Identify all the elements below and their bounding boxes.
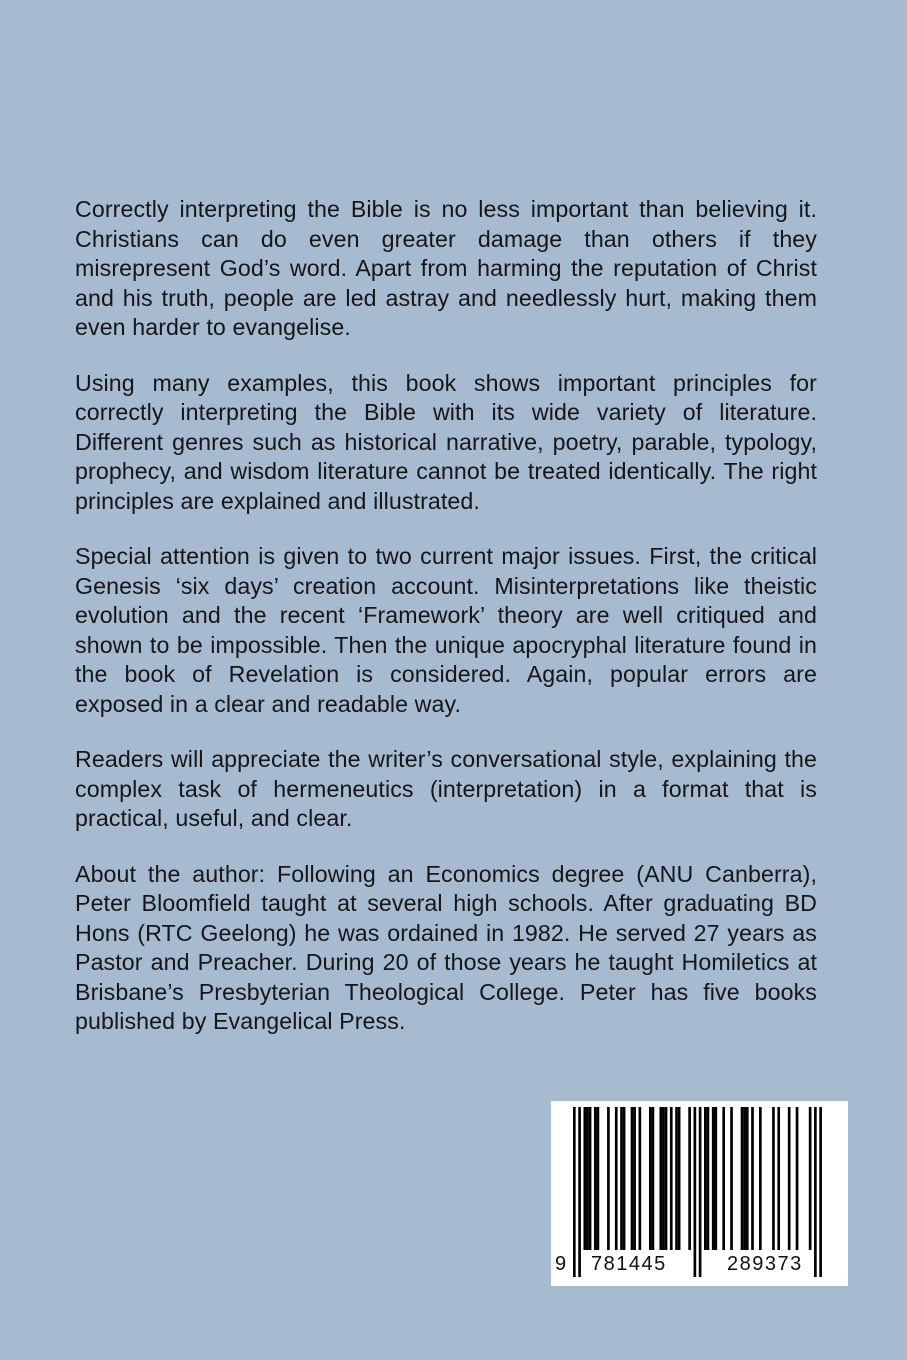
barcode-guard-bar	[814, 1107, 817, 1277]
barcode-guard-bar	[699, 1107, 702, 1277]
barcode-bar	[670, 1107, 673, 1250]
barcode-bar	[743, 1107, 746, 1250]
blurb-paragraph-3: Special attention is given to two current major issues. First, the critical Genesis ‘six days’ creation account. Misinterpretations like theistic evolution and the recent ‘Framework’ theory are well critiqued and shown to be impossible. Then the unique apocryphal literature found in the book of Revelation is considered. Again, popular errors are exposed in a clear and readable way.	[75, 543, 817, 717]
barcode-bar	[704, 1107, 707, 1250]
barcode-right-group: 289373	[727, 1253, 803, 1275]
barcode-bar	[620, 1107, 623, 1250]
barcode-bar	[707, 1107, 710, 1250]
barcode-bar	[597, 1107, 600, 1250]
barcode-bar	[652, 1107, 655, 1250]
isbn-barcode	[551, 1101, 848, 1286]
back-cover-blurb	[75, 195, 817, 1063]
barcode-bar	[583, 1107, 586, 1250]
barcode-bar	[607, 1107, 610, 1250]
blurb-paragraph-4: Readers will appreciate the writer’s conversational style, explaining the complex task of hermeneutics (interpretation) in a format that is practical, useful, and clear.	[75, 746, 817, 831]
barcode-bar	[722, 1107, 725, 1250]
barcode-bar	[589, 1107, 592, 1250]
barcode-bar	[615, 1107, 618, 1250]
barcode-bar	[759, 1107, 762, 1250]
barcode-bar	[772, 1107, 775, 1250]
barcode-bar	[586, 1107, 589, 1250]
barcode-bar	[631, 1107, 634, 1250]
barcode-bar	[746, 1107, 749, 1250]
barcode-guard-bar	[819, 1107, 822, 1277]
barcode-bar	[594, 1107, 597, 1250]
barcode-bar	[678, 1107, 681, 1250]
barcode-bar	[809, 1107, 812, 1250]
barcode-bar	[712, 1107, 715, 1250]
barcode-bar	[688, 1107, 691, 1250]
barcode-bar	[662, 1107, 665, 1250]
barcode-bar	[730, 1107, 733, 1250]
barcode-bar	[659, 1107, 662, 1250]
barcode-bar	[796, 1107, 799, 1250]
blurb-paragraph-1: Correctly interpreting the Bible is no less important than believing it. Christians can do even greater damage than others if they misrepresent God’s word. Apart from harming the reputation of Christ and his truth, people are led astray and needlessly hurt, making them even harder to evangelise.	[75, 196, 817, 340]
barcode-guard-bar	[573, 1107, 576, 1277]
author-bio-paragraph: About the author: Following an Economics degree (ANU Canberra), Peter Bloomfield taught at several high schools. After graduating BD Hons (RTC Geelong) he was ordained in 1982. He served 27 years as Pastor and Preacher. During 20 of those years he taught Homiletics at Brisbane’s Presbyterian Theological College. Peter has five books published by Evangelical Press.	[75, 860, 817, 1034]
barcode-left-group: 781445	[591, 1253, 667, 1275]
barcode-bar	[649, 1107, 652, 1250]
blurb-paragraph-2: Using many examples, this book shows important principles for correctly interpreting the Bible with its wide variety of literature. Different genres such as historical narrative, poetry, parable, typology, prophecy, and wisdom literature cannot be treated identically. The right principles are explained and illustrated.	[75, 369, 817, 514]
barcode-guard-bar	[578, 1107, 581, 1277]
barcode-bar	[675, 1107, 678, 1250]
barcode-bar	[741, 1107, 744, 1250]
barcode-bar	[751, 1107, 754, 1250]
barcode-guard-bar	[694, 1107, 697, 1277]
barcode-bar	[633, 1107, 636, 1250]
barcode-bar	[623, 1107, 626, 1250]
barcode-bar	[665, 1107, 668, 1250]
barcode-lead-digit: 9	[555, 1253, 568, 1275]
barcode-bar	[788, 1107, 791, 1250]
barcode-bar	[639, 1107, 642, 1250]
barcode-bar	[777, 1107, 780, 1250]
barcode-bar	[714, 1107, 717, 1250]
